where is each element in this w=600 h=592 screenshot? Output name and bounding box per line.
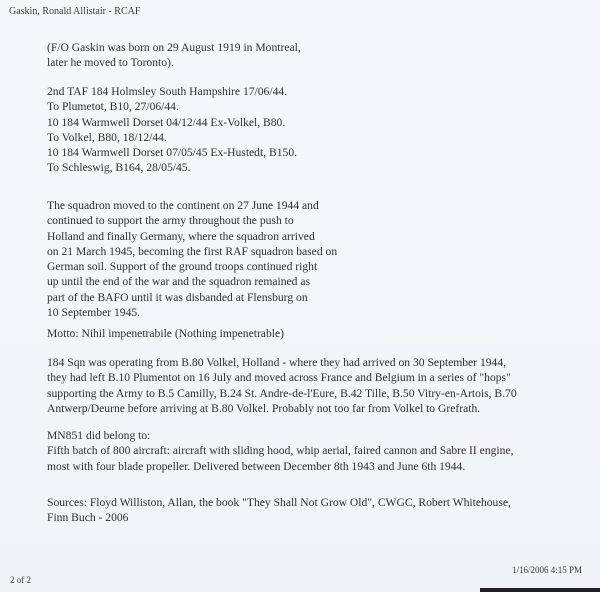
text-line: supporting the Army to B.5 Camilly, B.24 St. Andre-de-l'Eure, B.42 Tille, B.50 Vitry-en-Artois, B.70	[47, 386, 517, 400]
scan-edge-shadow	[480, 588, 600, 592]
sources-paragraph	[47, 495, 511, 526]
text-line: (F/O Gaskin was born on 29 August 1919 in Montreal,	[47, 41, 301, 54]
text-line: MN851 did belong to:	[47, 429, 151, 442]
aircraft-paragraph	[47, 428, 513, 474]
print-timestamp: 1/16/2006 4:15 PM	[512, 565, 583, 575]
text-line: To Schleswig, B164, 28/05/45.	[47, 161, 191, 175]
text-line: Finn Buch - 2006	[47, 511, 129, 525]
text-line: most with four blade propeller. Delivered between December 8th 1943 and June 6th 1944.	[47, 459, 466, 473]
page-number: 2 of 2	[10, 575, 31, 585]
text-line: on 21 March 1945, becoming the first RAF squadron based on	[47, 244, 338, 258]
text-line: The squadron moved to the continent on 27 June 1944 and	[47, 199, 319, 212]
text-line: German soil. Support of the ground troops continued right	[47, 260, 318, 274]
text-line: To Plumetot, B10, 27/06/44.	[47, 100, 179, 114]
birth-paragraph	[47, 40, 301, 71]
text-line: 184 Sqn was operating from B.80 Volkel, Holland - where they had arrived on 30 September 1944,	[47, 356, 507, 369]
postings-paragraph	[47, 84, 297, 176]
text-line: Holland and finally Germany, where the squadron arrived	[47, 229, 315, 243]
text-line: they had left B.10 Plumentot on 16 July and moved across France and Belgium in a series of "hops"	[47, 371, 511, 385]
text-line: 10 184 Warmwell Dorset 07/05/45 Ex-Hustedt, B150.	[47, 146, 298, 160]
text-line: continued to support the army throughout the push to	[47, 214, 294, 228]
text-line: Sources: Floyd Williston, Allan, the book "They Shall Not Grow Old", CWGC, Robert Whitehouse,	[47, 496, 511, 509]
squadron-history-paragraph	[47, 198, 337, 320]
operations-paragraph	[47, 355, 517, 416]
text-line: 2nd TAF 184 Holmsley South Hampshire 17/06/44.	[47, 85, 288, 98]
text-line: Fifth batch of 800 aircraft: aircraft with sliding hood, whip aerial, faired cannon and Sabre II engine,	[47, 444, 514, 458]
text-line: later he moved to Toronto).	[47, 56, 174, 70]
document-header: Gaskin, Ronald Allistair - RCAF	[9, 6, 141, 17]
text-line: part of the BAFO until it was disbanded at Flensburg on	[47, 290, 308, 304]
text-line: 10 September 1945.	[47, 306, 141, 320]
motto	[47, 326, 284, 341]
text-line: To Volkel, B80, 18/12/44.	[47, 130, 167, 144]
text-line: 10 184 Warmwell Dorset 04/12/44 Ex-Volkel, B80.	[47, 115, 286, 129]
text-line: Motto: Nihil impenetrabile (Nothing impenetrable)	[47, 327, 284, 340]
text-line: Antwerp/Deurne before arriving at B.80 Volkel. Probably not too far from Volkel to Grefrath.	[47, 401, 481, 415]
text-line: up until the end of the war and the squadron remained as	[47, 275, 311, 289]
